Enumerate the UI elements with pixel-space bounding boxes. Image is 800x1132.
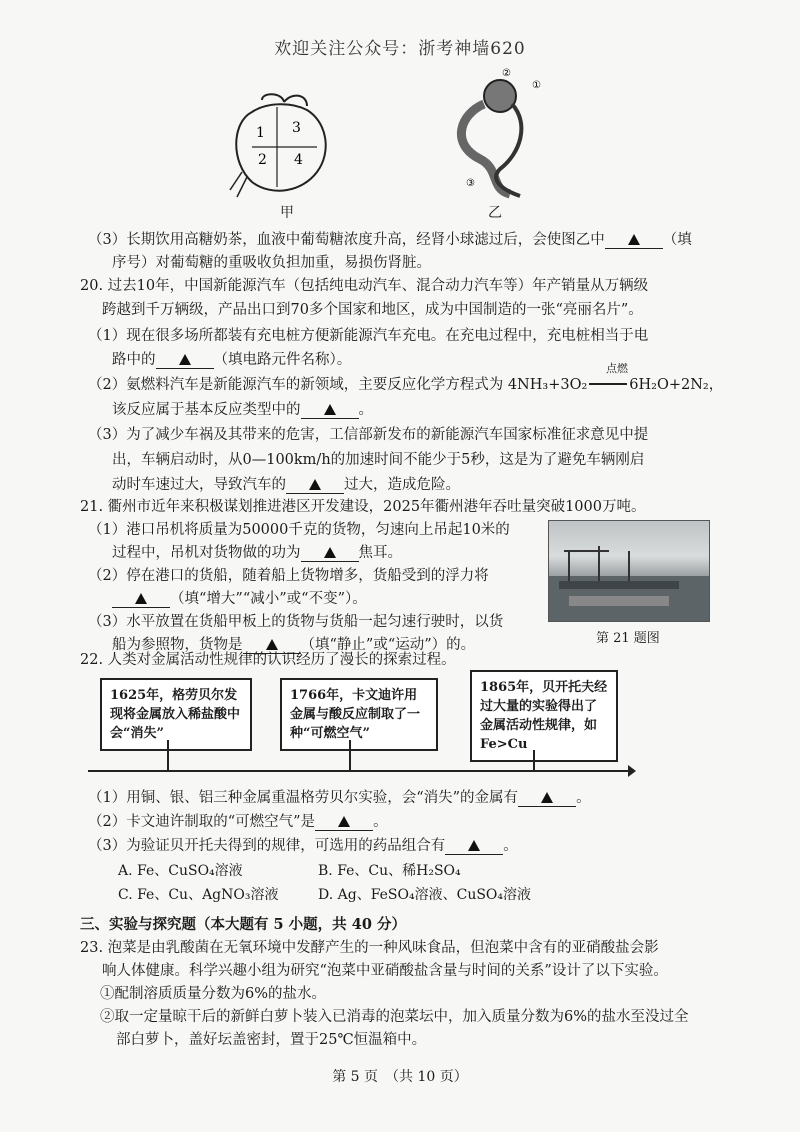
answer-blank[interactable] <box>605 232 663 249</box>
page-header: 欢迎关注公众号：浙考神墙620 <box>274 39 526 59</box>
q21-p3-2: 船为参照物，货物是 （填“静止”或“运动”）的。 <box>112 637 476 653</box>
triangle-icon <box>266 639 278 650</box>
q23-line5: 部白萝卜，盖好坛盖密封，置于25℃恒温箱中。 <box>116 1032 427 1048</box>
q20-intro-2: 跨越到千万辆级，产品出口到70多个国家和地区，成为中国制造的一张“亮丽名片”。 <box>102 302 643 318</box>
q23-line2: 响人体健康。科学兴趣小组为研究“泡菜中亚硝酸盐含量与时间的关系”设计了以下实验。 <box>102 963 668 979</box>
answer-blank[interactable] <box>518 790 576 807</box>
q22-p1: （1）用铜、银、铝三种金属重温格劳贝尔实验，会“消失”的金属有 。 <box>88 790 591 806</box>
option-d[interactable]: D. Ag、FeSO₄溶液、CuSO₄溶液 <box>318 887 532 903</box>
equation-arrow <box>589 383 627 385</box>
timeline-box-1865: 1865年，贝开托夫经过大量的实验得出了金属活动性规律，如Fe>Cu <box>470 670 618 762</box>
heart-label-2: 2 <box>258 152 267 168</box>
page-footer: 第 5 页 （共 10 页） <box>332 1069 468 1085</box>
q20-p2-2: 该反应属于基本反应类型中的 。 <box>112 402 373 418</box>
answer-blank[interactable] <box>156 352 214 369</box>
option-a[interactable]: A. Fe、CuSO₄溶液 <box>118 863 243 879</box>
figure-jia-label: 甲 <box>280 205 294 221</box>
timeline-box-1625: 1625年，格劳贝尔发现将金属放入稀盐酸中会“消失” <box>100 678 252 751</box>
triangle-icon <box>324 404 336 415</box>
option-b[interactable]: B. Fe、Cu、稀H₂SO₄ <box>318 863 461 879</box>
q20-p2-1: （2）氨燃料汽车是新能源汽车的新领域，主要反应化学方程式为 4NH₃+3O₂ 6H₂O+2N₂， <box>88 377 724 393</box>
port-photo <box>548 520 710 622</box>
heart-label-4: 4 <box>294 152 303 168</box>
timeline-box-1766: 1766年，卡文迪许用金属与酸反应制取了一种“可燃空气” <box>280 678 438 751</box>
kidney-label-1: ① <box>532 80 541 91</box>
heart-diagram <box>222 92 342 202</box>
timeline-axis <box>88 740 636 780</box>
answer-blank[interactable] <box>445 838 503 855</box>
q22-p3: （3）为验证贝开托夫得到的规律，可选用的药品组合有 。 <box>88 838 518 854</box>
triangle-icon <box>135 593 147 604</box>
q21-p2-2: （填“增大”“减小”或“不变”）。 <box>112 589 367 609</box>
triangle-icon <box>468 840 480 851</box>
q20-intro-1: 20. 过去10年，中国新能源汽车（包括纯电动汽车、混合动力汽车等）年产销量从万辆级 <box>80 278 649 294</box>
triangle-icon <box>338 816 350 827</box>
q20-p1-2: 路中的 （填电路元件名称）。 <box>112 352 352 368</box>
q20-p3-1: （3）为了减少车祸及其带来的危害，工信部新发布的新能源汽车国家标准征求意见中提 <box>88 427 649 443</box>
reaction-condition: 点燃 <box>606 362 628 375</box>
triangle-icon <box>179 354 191 365</box>
triangle-icon <box>324 547 336 558</box>
heart-label-1: 1 <box>256 125 265 141</box>
q21-intro: 21. 衢州市近年来积极谋划推进港区开发建设，2025年衢州港年吞吐量突破1000万吨。 <box>80 499 646 515</box>
triangle-icon <box>628 234 640 245</box>
answer-blank[interactable] <box>301 402 359 419</box>
q23-line3: ①配制溶质质量分数为6%的盐水。 <box>100 986 327 1002</box>
q21-figure-caption: 第 21 题图 <box>596 631 660 646</box>
q23-line4: ②取一定量晾干后的新鲜白萝卜装入已消毒的泡菜坛中，加入质量分数为6%的盐水至没过全 <box>100 1009 689 1025</box>
q23-line1: 23. 泡菜是由乳酸菌在无氧环境中发酵产生的一种风味食品，但泡菜中含有的亚硝酸盐会影 <box>80 940 659 956</box>
q21-p1-1: （1）港口吊机将质量为50000千克的货物，匀速向上吊起10米的 <box>88 522 510 538</box>
triangle-icon <box>309 479 321 490</box>
q20-p1-1: （1）现在很多场所都装有充电桩方便新能源汽车充电。在充电过程中，充电桩相当于电 <box>88 328 649 344</box>
q22-p2: （2）卡文迪许制取的“可燃空气”是 。 <box>88 814 388 830</box>
q21-p1-2: 过程中，吊机对货物做的功为 焦耳。 <box>112 545 402 561</box>
figure-yi-label: 乙 <box>488 205 502 221</box>
answer-blank[interactable] <box>112 591 170 608</box>
q22-intro: 22. 人类对金属活动性规律的认识经历了漫长的探索过程。 <box>80 652 456 668</box>
q19-part3-line1: （3）长期饮用高糖奶茶，血液中葡萄糖浓度升高，经肾小球滤过后，会使图乙中 （填 <box>88 232 692 248</box>
q19-part3-line2: 序号）对葡萄糖的重吸收负担加重，易损伤肾脏。 <box>112 255 431 271</box>
heart-label-3: 3 <box>292 120 301 136</box>
kidney-label-3: ③ <box>466 178 475 189</box>
option-c[interactable]: C. Fe、Cu、AgNO₃溶液 <box>118 887 279 903</box>
section-title: 三、实验与探究题（本大题有 5 小题，共 40 分） <box>80 916 406 933</box>
q20-p3-2: 出，车辆启动时，从0—100km/h的加速时间不能少于5秒，这是为了避免车辆刚启 <box>112 452 645 468</box>
triangle-icon <box>541 792 553 803</box>
kidney-label-2: ② <box>502 68 511 79</box>
nephron-diagram <box>440 64 550 202</box>
answer-blank[interactable] <box>301 545 359 562</box>
answer-blank[interactable] <box>315 814 373 831</box>
q20-p3-3: 动时车速过大，导致汽车的 过大，造成危险。 <box>112 477 460 493</box>
answer-blank[interactable] <box>286 477 344 494</box>
q21-p3-1: （3）水平放置在货船甲板上的货物与货船一起匀速行驶时，以货 <box>88 614 504 630</box>
q21-p2-1: （2）停在港口的货船，随着船上货物增多，货船受到的浮力将 <box>88 568 489 584</box>
